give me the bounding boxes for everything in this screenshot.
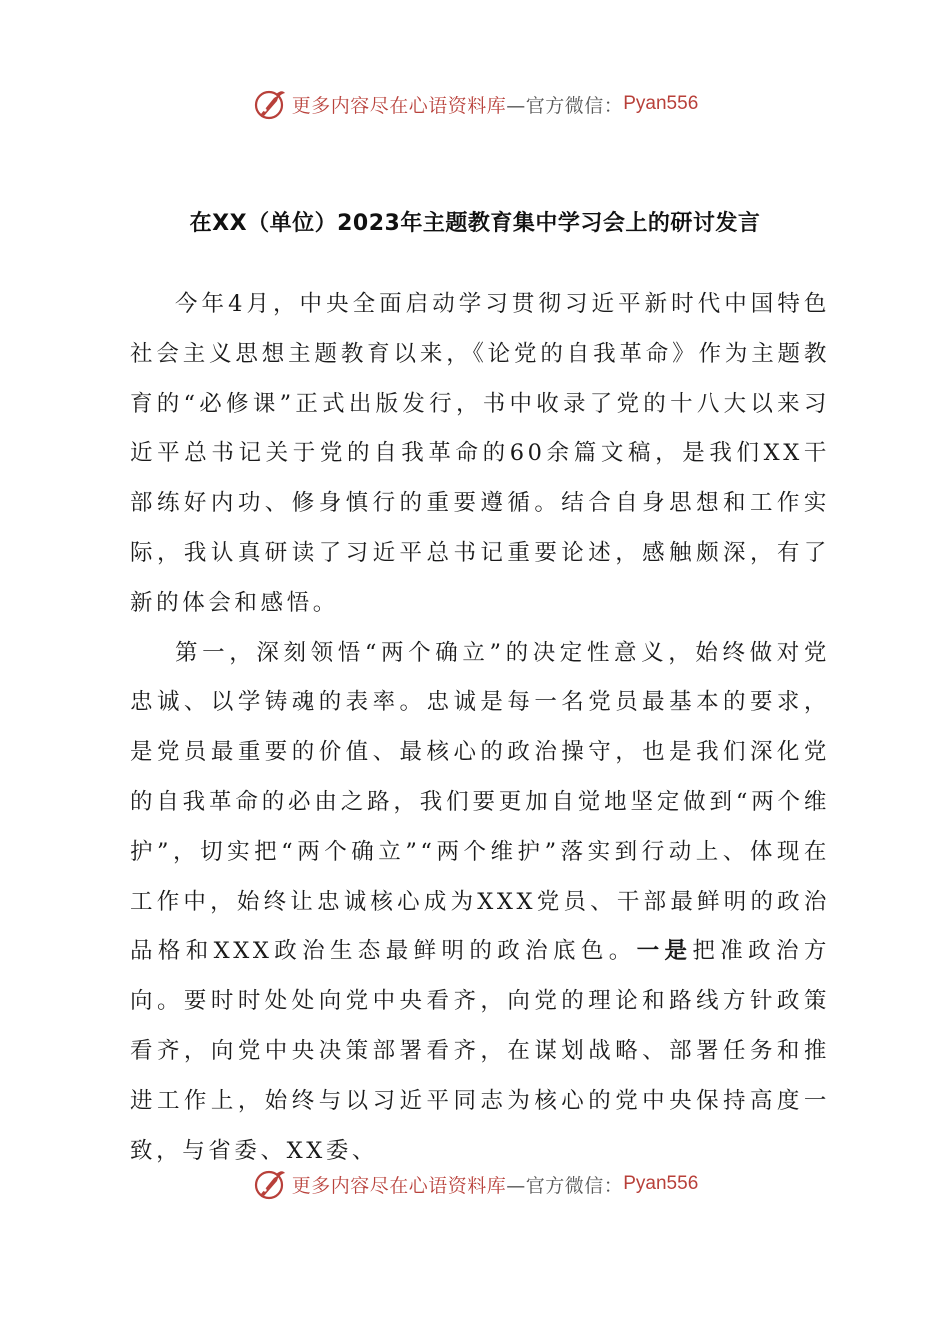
paragraph <box>130 629 830 1177</box>
pen-nib-logo-icon <box>252 1166 288 1202</box>
banner-text: 更多内容尽在心语资料库 <box>291 1174 507 1197</box>
banner-separator: —官方微信： <box>506 94 624 117</box>
paragraph-text: 今年4月，中央全面启动学习贯彻习近平新时代中国特色社会主义思想主题教育以来，《论党的自我革命》作为主题教育的“必修课”正式出版发行，书中收录了党的十八大以来习近平总书记关于党的自我革命的60余篇文稿，是我们XX干部练好内功、修身慎行的重要遵循。结合自身思想和工作实际，我认真研读了习近平总书记重要论述，感触颇深，有了新的体会和感悟。 <box>130 291 830 616</box>
document-title: 在XX（单位）2023年主题教育集中学习会上的研讨发言 <box>189 211 761 236</box>
banner-text: 更多内容尽在心语资料库 <box>291 94 507 117</box>
document-body <box>130 280 830 1176</box>
banner-wechat-id: Pyan556 <box>623 1173 699 1194</box>
banner-wechat-id: Pyan556 <box>623 93 699 114</box>
header-watermark-banner <box>0 84 950 124</box>
pen-nib-logo-icon <box>252 86 288 122</box>
footer-watermark-banner <box>0 1164 950 1204</box>
bold-point-label: 一是 <box>636 938 693 965</box>
paragraph-text: 第一，深刻领悟“两个确立”的决定性意义，始终做对党忠诚、以学铸魂的表率。忠诚是每一名党员最基本的要求，是党员最重要的价值、最核心的政治操守，也是我们深化党的自我革命的必由之路，我们要更加自觉地坚定做到“两个维护”，切实把“两个确立”“两个维护”落实到行动上、体现在工作中，始终让忠诚核心成为XXX党员、干部最鲜明的政治品格和XXX政治生态最鲜明的政治底色。 <box>130 639 830 965</box>
banner-separator: —官方微信： <box>506 1174 624 1197</box>
paragraph-text-continued: 把准政治方向。要时时处处向党中央看齐，向党的理论和路线方针政策看齐，向党中央决策部署看齐，在谋划战略、部署任务和推进工作上，始终与以习近平同志为核心的党中央保持高度一致，与省委、XX委、 <box>130 938 830 1164</box>
paragraph <box>130 280 830 629</box>
